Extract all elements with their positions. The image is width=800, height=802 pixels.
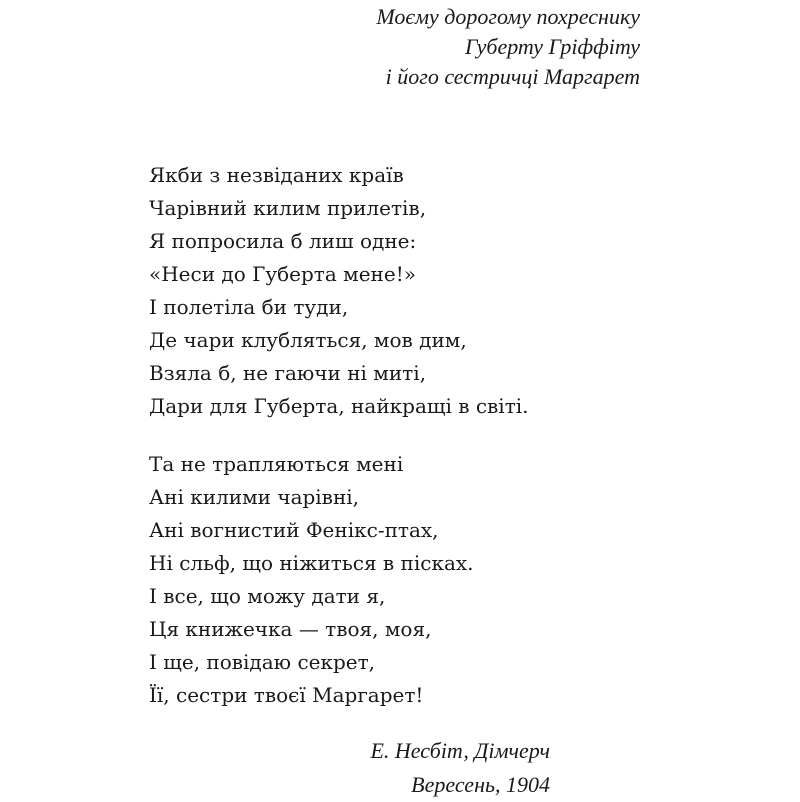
poem-line: Ні сльф, що ніжиться в пісках. bbox=[149, 551, 474, 575]
dedication-line: і його сестричці Маргарет bbox=[385, 64, 640, 89]
poem-line: І все, що можу дати я, bbox=[149, 584, 386, 608]
poem-line: Якби з незвіданих країв bbox=[149, 163, 404, 187]
poem-line: Де чари клубляться, мов дим, bbox=[149, 328, 467, 352]
poem-line: І ще, повідаю секрет, bbox=[149, 650, 376, 674]
poem-line: Її, сестри твоєї Маргарет! bbox=[149, 683, 424, 707]
poem-line: Чарівний килим прилетів, bbox=[149, 196, 427, 220]
dedication bbox=[376, 2, 640, 92]
signature bbox=[370, 734, 550, 802]
poem-line: Ані вогнистий Фенікс-птах, bbox=[149, 518, 439, 542]
signature-date: Вересень, 1904 bbox=[411, 772, 550, 797]
dedication-line: Губерту Гріффіту bbox=[465, 34, 640, 59]
poem-line: Взяла б, не гаючи ні миті, bbox=[149, 361, 427, 385]
poem-line: Дари для Губерта, найкращі в світі. bbox=[149, 394, 529, 418]
poem bbox=[149, 159, 529, 712]
poem-line: Я попросила б лиш одне: bbox=[149, 229, 417, 253]
poem-line: І полетіла би туди, bbox=[149, 295, 349, 319]
poem-line: Та не трапляються мені bbox=[149, 452, 404, 476]
poem-line: Ця книжечка — твоя, моя, bbox=[149, 617, 432, 641]
signature-author-place: Е. Несбіт, Дімчерч bbox=[370, 738, 550, 763]
dedication-line: Моєму дорогому похреснику bbox=[376, 4, 640, 29]
poem-stanza bbox=[149, 159, 529, 423]
poem-stanza bbox=[149, 448, 529, 712]
poem-line: «Неси до Губерта мене!» bbox=[149, 262, 416, 286]
poem-line: Ані килими чарівні, bbox=[149, 485, 360, 509]
